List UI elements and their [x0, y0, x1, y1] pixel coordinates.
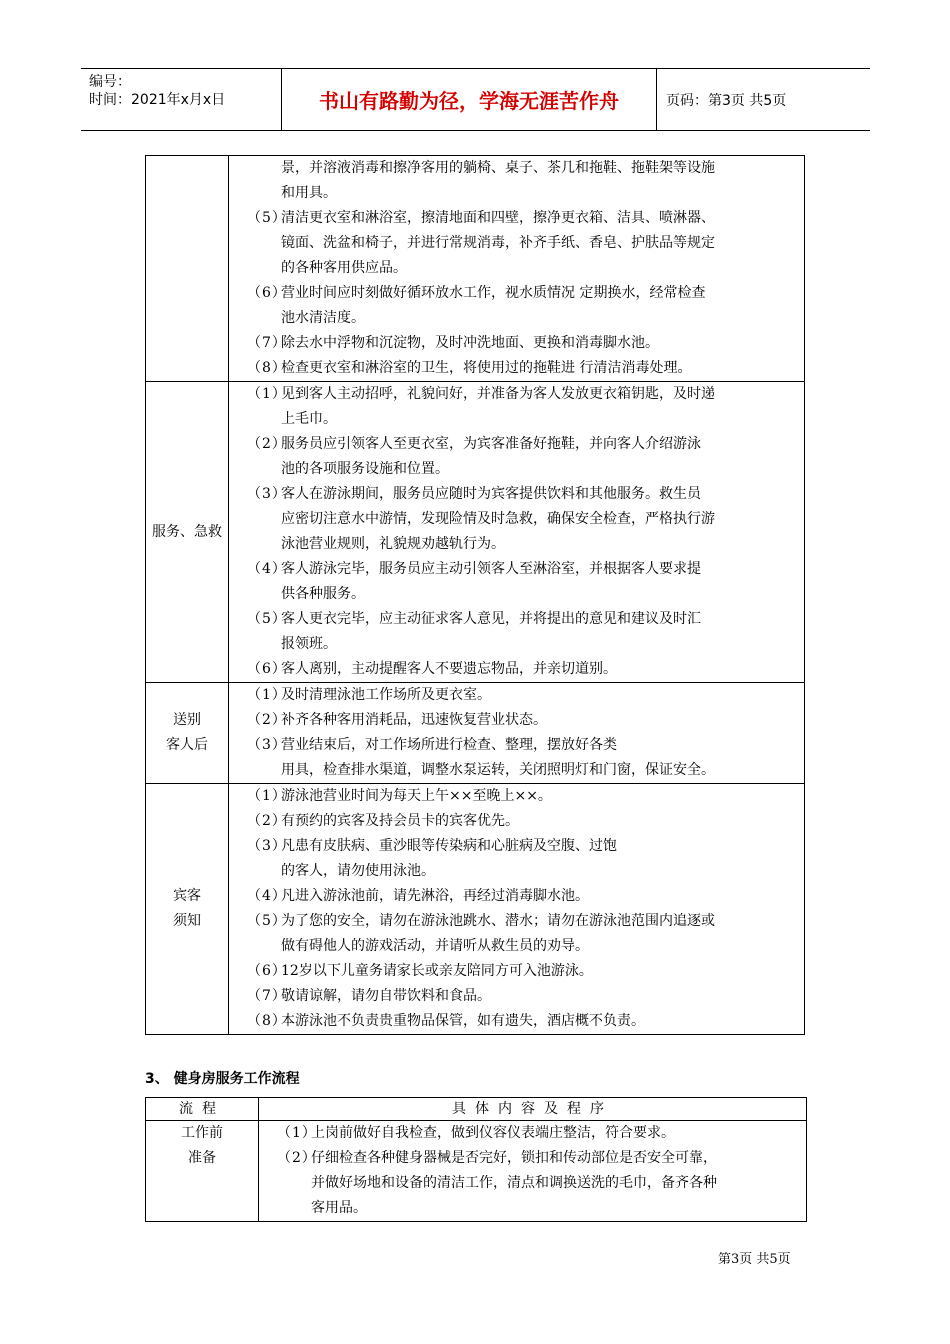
page-footer: 第3页 共5页 — [718, 1252, 791, 1267]
item-text: 和用具。 — [281, 185, 337, 201]
time-label: 时间：2021年x月x日 — [89, 92, 226, 108]
table-row — [146, 1121, 807, 1222]
code-label: 编号： — [89, 74, 131, 90]
category-label: 送别 — [173, 712, 201, 728]
list-item — [229, 306, 804, 331]
item-text: 凡进入游泳池前，请先淋浴，再经过消毒脚水池。 — [281, 888, 589, 904]
item-number: （2） — [247, 712, 287, 728]
item-number: （5） — [247, 210, 287, 226]
column-header: 流程 — [146, 1098, 259, 1121]
item-text: 供各种服务。 — [281, 586, 365, 602]
category-cell — [146, 156, 229, 382]
item-text: 的各种客用供应品。 — [281, 260, 407, 276]
list-item — [229, 784, 804, 809]
list-item — [229, 657, 804, 682]
pool-service-table — [145, 155, 805, 1035]
item-text: 仔细检查各种健身器械是否完好，锁扣和传动部位是否安全可靠， — [311, 1150, 717, 1166]
list-item — [229, 382, 804, 407]
list-item — [259, 1121, 806, 1146]
category-label: 宾客 — [173, 888, 201, 904]
list-item — [229, 432, 804, 457]
item-number: （5） — [247, 913, 287, 929]
content-cell — [259, 1121, 807, 1222]
table-row — [146, 784, 805, 1035]
column-header: 具体内容及程序 — [259, 1098, 807, 1121]
list-item — [229, 582, 804, 607]
list-item — [229, 206, 804, 231]
item-number: （1） — [247, 687, 287, 703]
list-item — [229, 256, 804, 281]
list-item-line — [229, 156, 804, 181]
item-text: 报领班。 — [281, 636, 337, 652]
list-item — [229, 331, 804, 356]
list-item — [229, 1009, 804, 1034]
item-number: （7） — [247, 988, 287, 1004]
item-number: （3） — [247, 486, 287, 502]
item-number: （6） — [247, 285, 287, 301]
list-item — [229, 683, 804, 708]
item-text: 清洁更衣室和淋浴室，擦清地面和四壁，擦净更衣箱、洁具、喷淋器、 — [281, 210, 715, 226]
table-header-row — [146, 1098, 807, 1121]
item-number: （6） — [247, 661, 287, 677]
item-text: 见到客人主动招呼，礼貌问好，并准备为客人发放更衣箱钥匙，及时递 — [281, 386, 715, 402]
item-number: （2） — [247, 436, 287, 452]
list-item — [229, 507, 804, 532]
item-list — [229, 156, 804, 381]
list-item — [229, 834, 804, 859]
item-text: 及时清理泳池工作场所及更衣室。 — [281, 687, 491, 703]
content-cell — [229, 156, 805, 382]
category-label: 工作前 — [181, 1125, 223, 1141]
list-item — [229, 909, 804, 934]
list-item — [229, 407, 804, 432]
category-cell — [146, 784, 229, 1035]
item-text: 客人在游泳期间，服务员应随时为宾客提供饮料和其他服务。救生员 — [281, 486, 701, 502]
item-number: （8） — [247, 360, 287, 376]
item-number: （5） — [247, 611, 287, 627]
item-number: （2） — [277, 1150, 317, 1166]
category-cell — [146, 683, 229, 784]
list-item — [229, 557, 804, 582]
item-text: 池水清洁度。 — [281, 310, 365, 326]
list-item — [229, 733, 804, 758]
item-text: 上毛巾。 — [281, 411, 337, 427]
page-header — [81, 68, 870, 131]
list-item — [229, 281, 804, 306]
item-text: 上岗前做好自我检查，做到仪容仪表端庄整洁，符合要求。 — [311, 1125, 675, 1141]
item-text: 营业结束后，对工作场所进行检查、整理，摆放好各类 — [281, 737, 617, 753]
list-item — [229, 809, 804, 834]
list-item — [229, 708, 804, 733]
item-text: 用具，检查排水渠道，调整水泵运转，关闭照明灯和门窗，保证安全。 — [281, 762, 715, 778]
item-number: （3） — [247, 838, 287, 854]
item-list — [229, 784, 804, 1034]
item-number: （2） — [247, 813, 287, 829]
item-text: 服务员应引领客人至更衣室，为宾客准备好拖鞋，并向客人介绍游泳 — [281, 436, 701, 452]
item-list — [229, 683, 804, 783]
list-item — [229, 758, 804, 783]
item-number: （1） — [247, 788, 287, 804]
item-text: 并做好场地和设备的清洁工作，清点和调换送洗的毛巾，备齐各种 — [311, 1175, 717, 1191]
item-text: 客用品。 — [311, 1200, 367, 1216]
category-cell — [146, 382, 229, 683]
item-number: （1） — [277, 1125, 317, 1141]
item-text: 有预约的宾客及持会员卡的宾客优先。 — [281, 813, 519, 829]
header-motto: 书山有路勤为径，学海无涯苦作舟 — [282, 69, 657, 130]
category-label: 须知 — [173, 913, 201, 929]
item-text: 景，并溶液消毒和擦净客用的躺椅、桌子、茶几和拖鞋、拖鞋架等设施 — [281, 160, 715, 176]
list-item — [229, 356, 804, 381]
list-item — [229, 934, 804, 959]
list-item — [259, 1196, 806, 1221]
list-item — [229, 884, 804, 909]
item-text: 客人游泳完毕，服务员应主动引领客人至淋浴室，并根据客人要求提 — [281, 561, 701, 577]
item-text: 检查更衣室和淋浴室的卫生，将使用过的拖鞋进 行清洁消毒处理。 — [281, 360, 692, 376]
item-text: 镜面、洗盆和椅子，并进行常规消毒，补齐手纸、香皂、护肤品等规定 — [281, 235, 715, 251]
list-item — [229, 532, 804, 557]
item-text: 泳池营业规则，礼貌规劝越轨行为。 — [281, 536, 505, 552]
item-text: 客人更衣完毕，应主动征求客人意见，并将提出的意见和建议及时汇 — [281, 611, 701, 627]
content-cell — [229, 382, 805, 683]
list-item — [229, 984, 804, 1009]
list-item — [229, 607, 804, 632]
list-item — [229, 457, 804, 482]
item-text: 做有碍他人的游戏活动，并请听从救生员的劝导。 — [281, 938, 589, 954]
table-row — [146, 156, 805, 382]
item-number: （7） — [247, 335, 287, 351]
category-cell — [146, 1121, 259, 1222]
header-page: 页码：第3页 共5页 — [666, 93, 787, 109]
item-text: 12岁以下儿童务请家长或亲友陪同方可入池游泳。 — [281, 963, 593, 979]
content-cell — [229, 784, 805, 1035]
item-number: （8） — [247, 1013, 287, 1029]
item-text: 除去水中浮物和沉淀物，及时冲洗地面、更换和消毒脚水池。 — [281, 335, 659, 351]
category-label: 服务、急救 — [152, 523, 222, 540]
section-title: 3、 健身房服务工作流程 — [145, 1071, 300, 1087]
item-text: 应密切注意水中游情，发现险情及时急救，确保安全检查，严格执行游 — [281, 511, 715, 527]
item-text: 本游泳池不负责贵重物品保管，如有遗失，酒店概不负责。 — [281, 1013, 645, 1029]
header-meta — [81, 69, 282, 130]
item-number: （1） — [247, 386, 287, 402]
item-text: 池的各项服务设施和位置。 — [281, 461, 449, 477]
category-label: 客人后 — [166, 737, 208, 753]
item-number: （4） — [247, 888, 287, 904]
table-row — [146, 382, 805, 683]
table-row — [146, 683, 805, 784]
item-text: 敬请谅解，请勿自带饮料和食品。 — [281, 988, 491, 1004]
item-text: 凡患有皮肤病、重沙眼等传染病和心脏病及空腹、过饱 — [281, 838, 617, 854]
item-number: （4） — [247, 561, 287, 577]
list-item — [229, 632, 804, 657]
list-item — [229, 959, 804, 984]
list-item — [259, 1146, 806, 1171]
list-item — [259, 1171, 806, 1196]
category-label: 准备 — [188, 1150, 216, 1166]
gym-service-table — [145, 1097, 807, 1222]
list-item-line — [229, 181, 804, 206]
content-cell — [229, 683, 805, 784]
item-number: （6） — [247, 963, 287, 979]
item-list — [229, 382, 804, 682]
item-text: 营业时间应时刻做好循环放水工作，视水质情况 定期换水，经常检查 — [281, 285, 706, 301]
item-text: 补齐各种客用消耗品，迅速恢复营业状态。 — [281, 712, 547, 728]
item-text: 为了您的安全，请勿在游泳池跳水、潜水；请勿在游泳池范围内追逐或 — [281, 913, 715, 929]
item-number: （3） — [247, 737, 287, 753]
item-text: 的客人，请勿使用泳池。 — [281, 863, 435, 879]
list-item — [229, 859, 804, 884]
item-text: 游泳池营业时间为每天上午××至晚上××。 — [281, 788, 552, 804]
list-item — [229, 482, 804, 507]
item-text: 客人离别，主动提醒客人不要遗忘物品，并亲切道别。 — [281, 661, 617, 677]
item-list — [259, 1121, 806, 1221]
list-item — [229, 231, 804, 256]
